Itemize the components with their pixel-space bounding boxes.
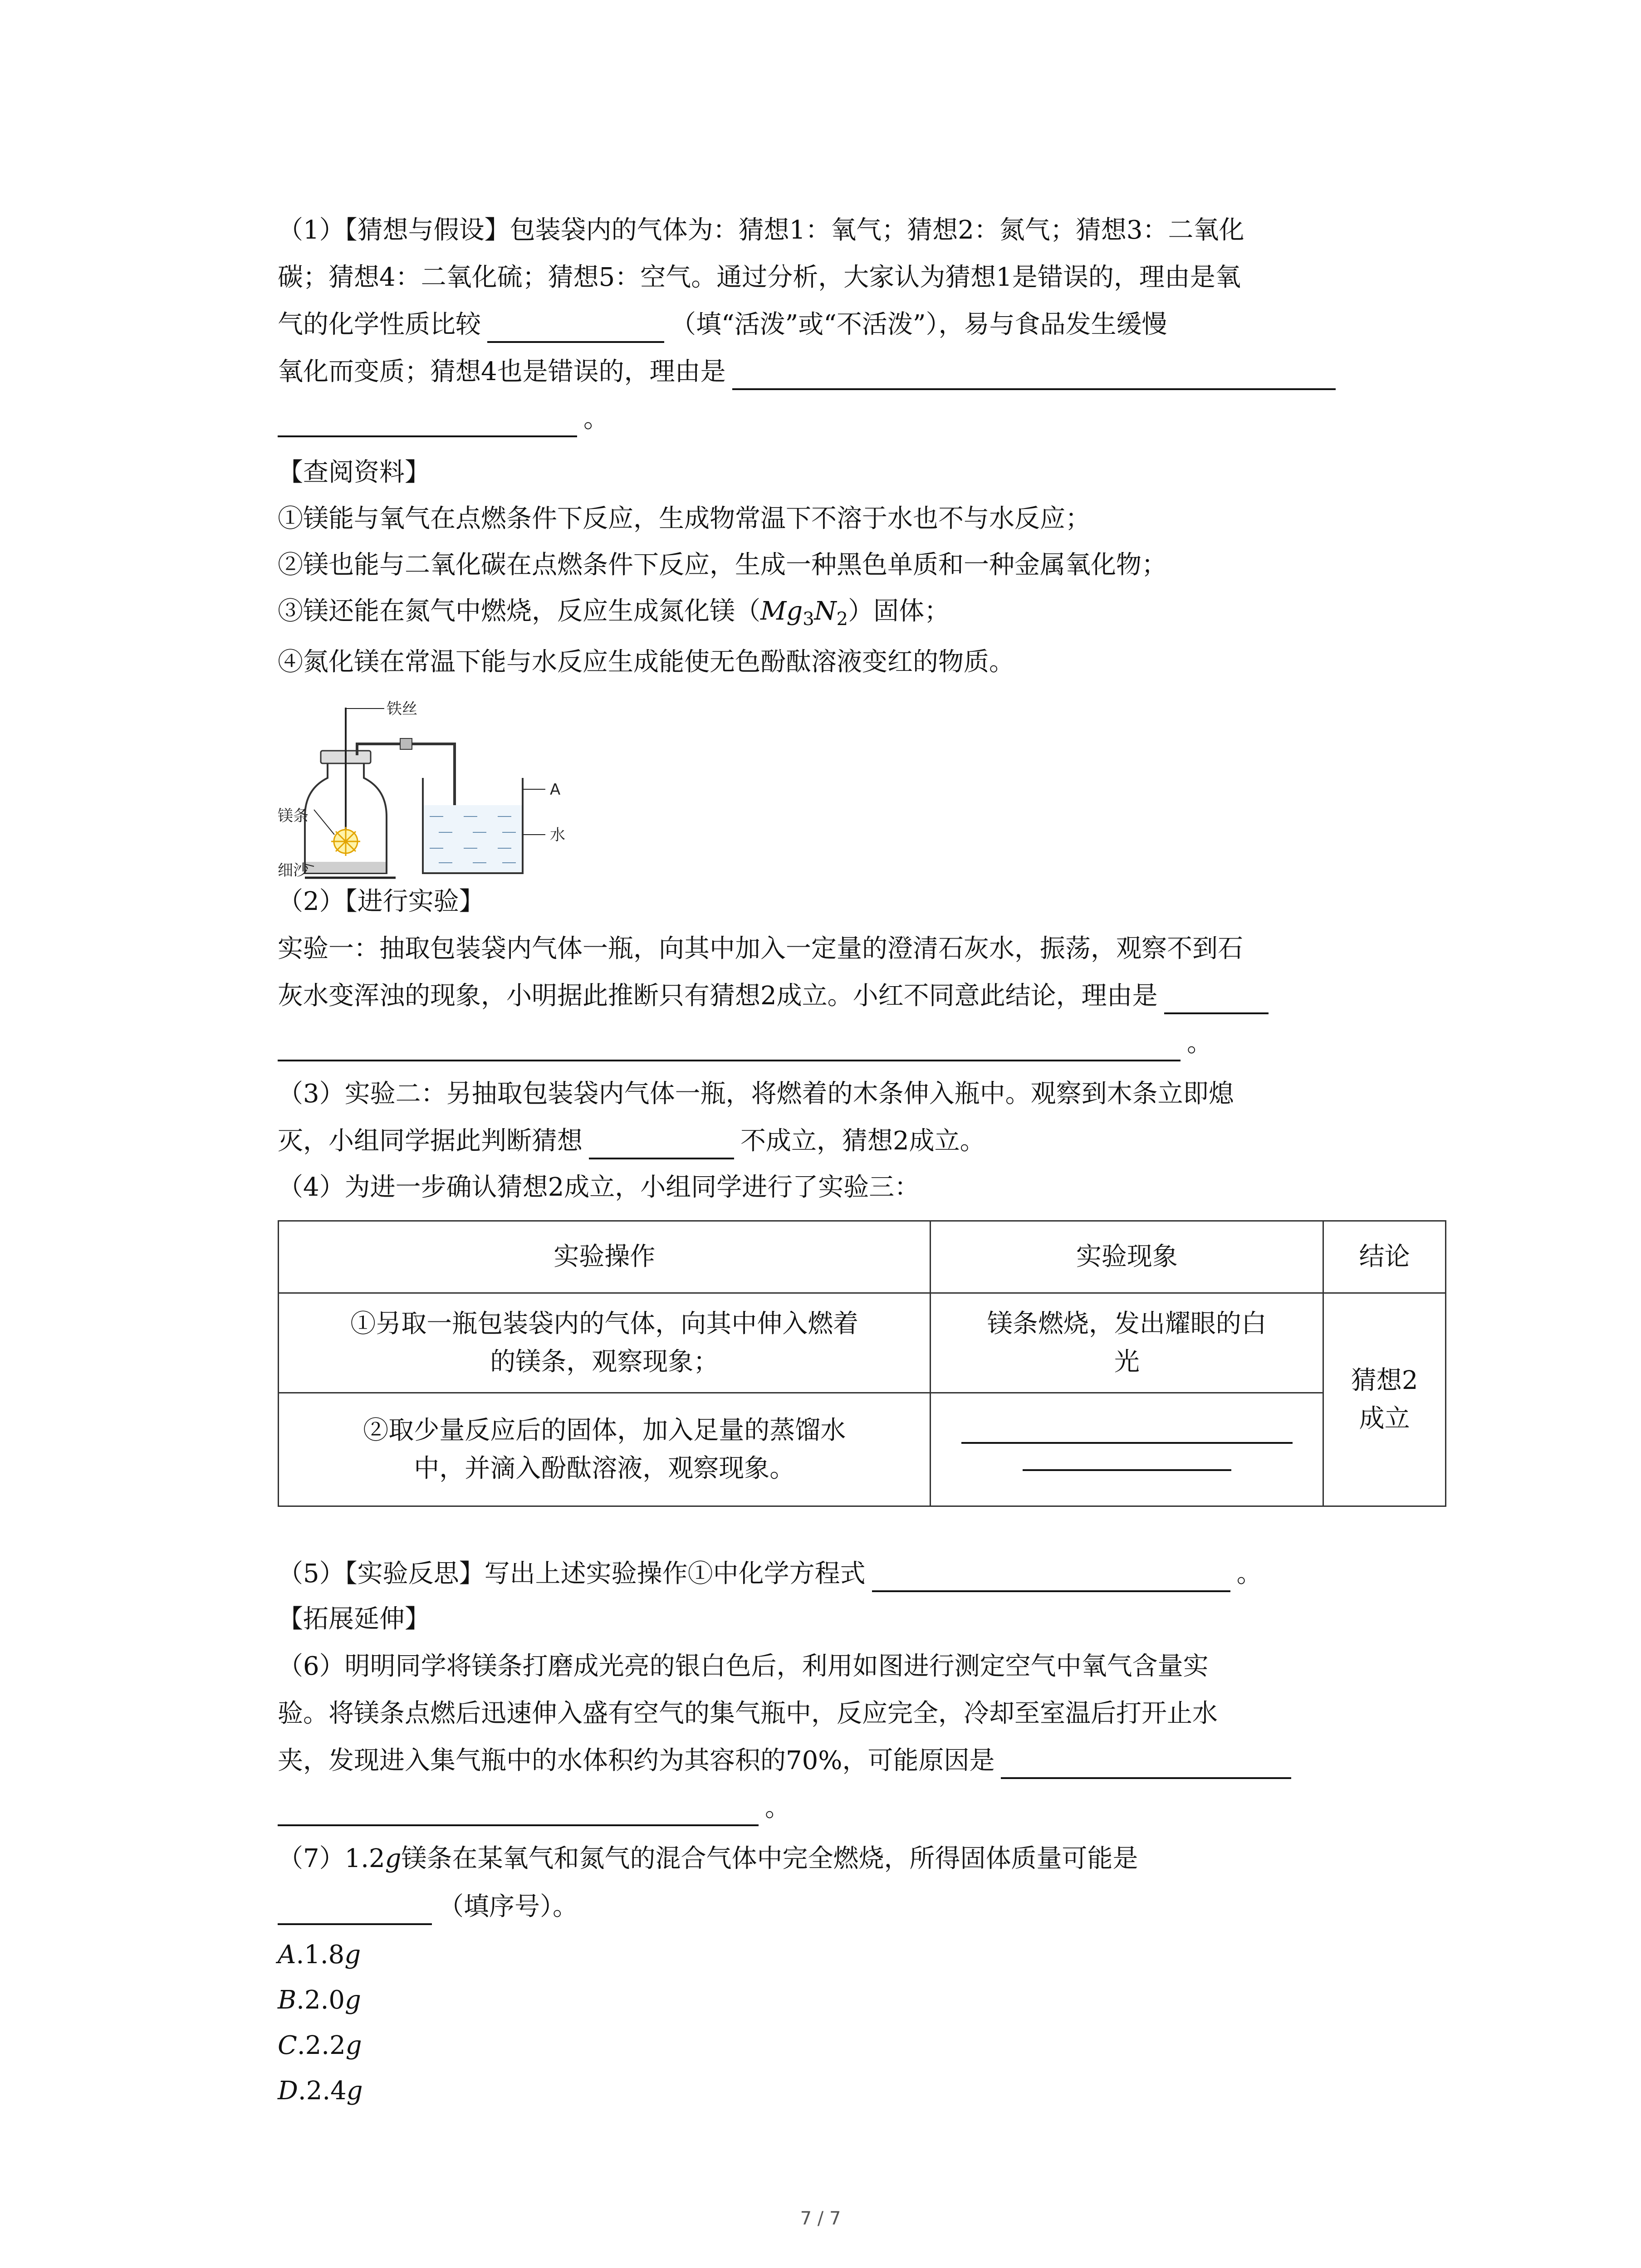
- q3-line-2-a: 灭，小组同学据此判断猜想: [278, 1126, 583, 1156]
- option-d-letter: D: [278, 2076, 298, 2106]
- formula-sub-3: 3: [803, 609, 814, 630]
- option-d[interactable]: [278, 2073, 363, 2109]
- conclusion-cell: [1323, 1293, 1446, 1506]
- q7-line-1: [278, 1841, 1138, 1877]
- option-c[interactable]: [278, 2028, 362, 2064]
- q3-line-2-b: 不成立，猜想2成立。: [740, 1126, 985, 1156]
- answer-blank[interactable]: [961, 1428, 1293, 1444]
- strip-leader: [314, 810, 334, 835]
- sand-layer: [306, 862, 386, 873]
- row1-phenomenon-a: 镁条燃烧，发出耀眼的白: [987, 1309, 1267, 1339]
- q1-line-3-b: （填“活泼”或“不活泼”），易与食品发生缓慢: [671, 310, 1167, 339]
- beaker-water: [424, 805, 522, 872]
- label-iron-wire: 铁丝: [387, 700, 417, 718]
- q2-line-2-text: 灰水变浑浊的现象，小明据此推断只有猜想2成立。小红不同意此结论，理由是: [278, 981, 1158, 1011]
- answer-blank[interactable]: [1023, 1456, 1231, 1471]
- option-d-value: .2.4: [298, 2076, 347, 2106]
- q1-line-2: 碳；猜想4：二氧化硫；猜想5：空气。通过分析，大家认为猜想1是错误的，理由是氧: [278, 263, 1241, 292]
- row2-operation-b: 中，并滴入酚酞溶液，观察现象。: [414, 1453, 795, 1483]
- option-b-letter: B: [278, 1985, 297, 2015]
- q1-line-4-text: 氧化而变质；猜想4也是错误的，理由是: [278, 357, 726, 386]
- q6-line-4: [278, 1790, 790, 1826]
- info-item-4: ④氮化镁在常温下能与水反应生成能使无色酚酞溶液变红的物质。: [278, 647, 1014, 677]
- q6-line-3-text: 夹，发现进入集气瓶中的水体积约为其容积的70%，可能原因是: [278, 1746, 995, 1775]
- q7-line-1-a: （7）1.2: [278, 1844, 385, 1873]
- label-fine-sand: 细沙: [278, 861, 309, 880]
- answer-blank[interactable]: [487, 313, 664, 343]
- option-c-unit: g: [345, 2031, 362, 2060]
- table-header-row: [279, 1221, 1446, 1293]
- label-water: 水: [550, 826, 565, 844]
- info-item-3: [278, 593, 950, 637]
- answer-blank[interactable]: [1164, 984, 1269, 1014]
- formula-sub-2: 2: [836, 609, 848, 630]
- apparatus-figure: [278, 699, 613, 885]
- conclusion-b: 成立: [1359, 1403, 1410, 1433]
- q3-line-1: （3）实验二：另抽取包装袋内气体一瓶，将燃着的木条伸入瓶中。观察到木条立即熄: [278, 1079, 1234, 1109]
- option-c-value: .2.2: [297, 2031, 346, 2060]
- q5-end: 。: [1236, 1559, 1262, 1589]
- page-number: 7 / 7: [800, 2208, 841, 2229]
- info-title: 【查阅资料】: [278, 458, 430, 487]
- clamp: [400, 738, 412, 749]
- answer-blank[interactable]: [1001, 1749, 1291, 1779]
- experiment-table: [278, 1220, 1446, 1507]
- q2-title: （2）【进行实验】: [278, 887, 485, 916]
- q5-line: [278, 1556, 1262, 1592]
- option-b-unit: g: [345, 1985, 361, 2015]
- q2-line-3-end: 。: [1187, 1028, 1212, 1058]
- q1-line-4: [278, 354, 1342, 390]
- answer-blank[interactable]: [278, 407, 577, 437]
- answer-blank[interactable]: [278, 1796, 759, 1826]
- q3-line-2: [278, 1123, 985, 1159]
- q2-line-2: [278, 978, 1275, 1014]
- q1-line-1: （1）【猜想与假设】包装袋内的气体为：猜想1：氧气；猜想2：氮气；猜想3：二氧化: [278, 215, 1244, 245]
- label-mg-strip: 镁条: [278, 807, 309, 825]
- option-b[interactable]: [278, 1982, 361, 2019]
- formula-mg: Mg: [760, 596, 803, 626]
- option-c-letter: C: [278, 2031, 297, 2060]
- header-operation: 实验操作: [279, 1221, 931, 1293]
- label-a: A: [550, 781, 561, 799]
- table-row: [279, 1293, 1446, 1393]
- answer-blank[interactable]: [589, 1129, 734, 1159]
- q1-line-3-a: 气的化学性质比较: [278, 310, 481, 339]
- q7-line-2-text: （填序号）。: [438, 1892, 578, 1921]
- row2-operation: [279, 1393, 931, 1506]
- answer-blank[interactable]: [278, 1895, 432, 1925]
- answer-blank[interactable]: [872, 1562, 1230, 1592]
- q7-line-1-b: 镁条在某氧气和氮气的混合气体中完全燃烧，所得固体质量可能是: [401, 1844, 1138, 1873]
- row1-operation-b: 的镁条，观察现象；: [490, 1347, 719, 1377]
- q4-line-1: （4）为进一步确认猜想2成立，小组同学进行了实验三：: [278, 1173, 920, 1202]
- option-a-letter: A: [278, 1940, 296, 1970]
- table-row: [279, 1393, 1446, 1506]
- header-conclusion: 结论: [1323, 1221, 1446, 1293]
- q1-line-5: [278, 401, 609, 437]
- q1-line-5-end: 。: [583, 404, 609, 434]
- q1-line-3: [278, 307, 1167, 343]
- q7-unit: g: [385, 1844, 402, 1873]
- q2-line-3: [278, 1025, 1212, 1061]
- option-a[interactable]: [278, 1937, 361, 1973]
- q6-line-1: （6）明明同学将镁条打磨成光亮的银白色后，利用如图进行测定空气中氧气含量实: [278, 1652, 1209, 1681]
- answer-blank[interactable]: [278, 1031, 1181, 1061]
- header-phenomenon: 实验现象: [931, 1221, 1323, 1293]
- q5-text: （5）【实验反思】写出上述实验操作①中化学方程式: [278, 1559, 866, 1589]
- burning-flare: [331, 827, 360, 856]
- q6-line-3: [278, 1743, 1298, 1779]
- info-item-3-a: ③镁还能在氮气中燃烧，反应生成氮化镁（: [278, 596, 760, 626]
- option-d-unit: g: [346, 2076, 363, 2106]
- info-item-1: ①镁能与氧气在点燃条件下反应，生成物常温下不溶于水也不与水反应；: [278, 504, 1091, 533]
- q6-line-4-end: 。: [765, 1793, 790, 1823]
- answer-blank[interactable]: [732, 360, 1336, 390]
- info-item-3-b: ）固体；: [848, 596, 950, 626]
- extension-title: 【拓展延伸】: [278, 1604, 430, 1634]
- option-a-value: .1.8: [296, 1940, 345, 1970]
- option-b-value: .2.0: [296, 1985, 345, 2015]
- q6-line-2: 验。将镁条点燃后迅速伸入盛有空气的集气瓶中，反应完全，冷却至室温后打开止水: [278, 1699, 1218, 1728]
- q7-line-2: [278, 1889, 578, 1925]
- row2-operation-a: ②取少量反应后的固体，加入足量的蒸馏水: [363, 1415, 846, 1445]
- conclusion-a: 猜想2: [1351, 1365, 1418, 1395]
- row1-operation-a: ①另取一瓶包装袋内的气体，向其中伸入燃着: [350, 1309, 859, 1339]
- info-item-2: ②镁也能与二氧化碳在点燃条件下反应，生成一种黑色单质和一种金属氧化物；: [278, 550, 1167, 580]
- formula-n: N: [814, 596, 837, 626]
- row2-phenomenon: [931, 1393, 1323, 1506]
- row1-operation: [279, 1293, 931, 1393]
- option-a-unit: g: [344, 1940, 361, 1970]
- row1-phenomenon-b: 光: [1114, 1347, 1140, 1377]
- row1-phenomenon: [931, 1293, 1323, 1393]
- q2-line-1: 实验一：抽取包装袋内气体一瓶，向其中加入一定量的澄清石灰水，振荡，观察不到石: [278, 934, 1243, 963]
